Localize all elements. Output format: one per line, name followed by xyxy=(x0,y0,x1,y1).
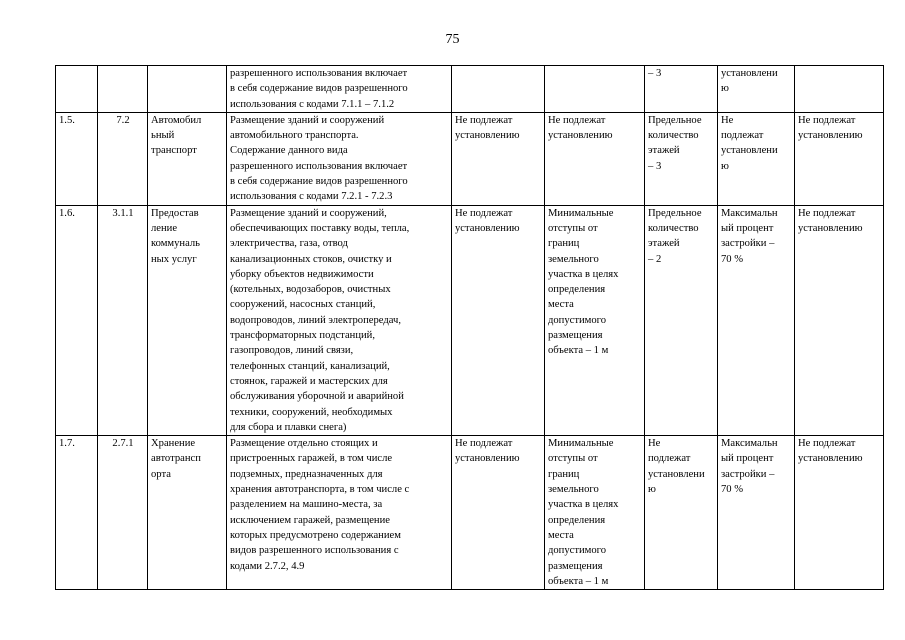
use-name-cell: Хранение автотрансп орта xyxy=(148,436,227,590)
param-cell-5: Не подлежат установлению xyxy=(452,436,545,590)
param-cell-7: Предельное количество этажей – 2 xyxy=(645,205,718,435)
description-cell: Размещение отдельно стоящих и пристроенных гаражей, в том числе подземных, предназначенных для хранения автотранспорта, в том числе с разделением на машино-места, за исключением гаражей, размещение которых предусмотрено содержанием видов разрешенного использования с кодами 2.7.2, 4.9 xyxy=(227,436,452,590)
use-name-cell xyxy=(148,66,227,113)
param-cell-9: Не подлежат установлению xyxy=(795,205,884,435)
use-code-cell: 7.2 xyxy=(98,112,148,205)
use-name-cell: Автомобил ьный транспорт xyxy=(148,112,227,205)
table-row xyxy=(56,112,884,205)
land-use-table xyxy=(55,65,884,590)
row-number-cell: 1.5. xyxy=(56,112,98,205)
use-code-cell: 2.7.1 xyxy=(98,436,148,590)
use-name-cell: Предостав ление коммуналь ных услуг xyxy=(148,205,227,435)
param-cell-8: Максимальн ый процент застройки – 70 % xyxy=(718,205,795,435)
row-number-cell xyxy=(56,66,98,113)
param-cell-6: Минимальные отступы от границ земельного участка в целях определения места допустимого размещения объекта – 1 м xyxy=(545,205,645,435)
param-cell-6: Минимальные отступы от границ земельного участка в целях определения места допустимого размещения объекта – 1 м xyxy=(545,436,645,590)
page-number: 75 xyxy=(445,32,460,47)
table-row xyxy=(56,66,884,113)
param-cell-5: Не подлежат установлению xyxy=(452,205,545,435)
param-cell-8: Не подлежат установлени ю xyxy=(718,112,795,205)
param-cell-8: Максимальн ый процент застройки – 70 % xyxy=(718,436,795,590)
row-number-cell: 1.7. xyxy=(56,436,98,590)
param-cell-8: установлени ю xyxy=(718,66,795,113)
description-cell: Размещение зданий и сооружений автомобильного транспорта. Содержание данного вида разрешенного использования включает в себя содержание видов разрешенного использования с кодами 7.2.1 - 7.2.3 xyxy=(227,112,452,205)
param-cell-6 xyxy=(545,66,645,113)
table-row xyxy=(56,436,884,590)
description-cell: разрешенного использования включает в себя содержание видов разрешенного использования с кодами 7.1.1 – 7.1.2 xyxy=(227,66,452,113)
param-cell-9: Не подлежат установлению xyxy=(795,436,884,590)
use-code-cell: 3.1.1 xyxy=(98,205,148,435)
param-cell-7: Не подлежат установлени ю xyxy=(645,436,718,590)
table-row xyxy=(56,205,884,435)
param-cell-6: Не подлежат установлению xyxy=(545,112,645,205)
param-cell-7: Предельное количество этажей – 3 xyxy=(645,112,718,205)
row-number-cell: 1.6. xyxy=(56,205,98,435)
param-cell-5 xyxy=(452,66,545,113)
param-cell-9: Не подлежат установлению xyxy=(795,112,884,205)
description-cell: Размещение зданий и сооружений, обеспечивающих поставку воды, тепла, электричества, газа, отвод канализационных стоков, очистку и уборку объектов недвижимости (котельных, водозаборов, очистных сооружений, насосных станций, водопроводов, линий электропередач, трансформаторных подстанций, газопроводов, линий связи, телефонных станций, канализаций, стоянок, гаражей и мастерских для обслуживания уборочной и аварийной техники, сооружений, необходимых для сбора и плавки снега) xyxy=(227,205,452,435)
param-cell-9 xyxy=(795,66,884,113)
param-cell-5: Не подлежат установлению xyxy=(452,112,545,205)
use-code-cell xyxy=(98,66,148,113)
param-cell-7: – 3 xyxy=(645,66,718,113)
